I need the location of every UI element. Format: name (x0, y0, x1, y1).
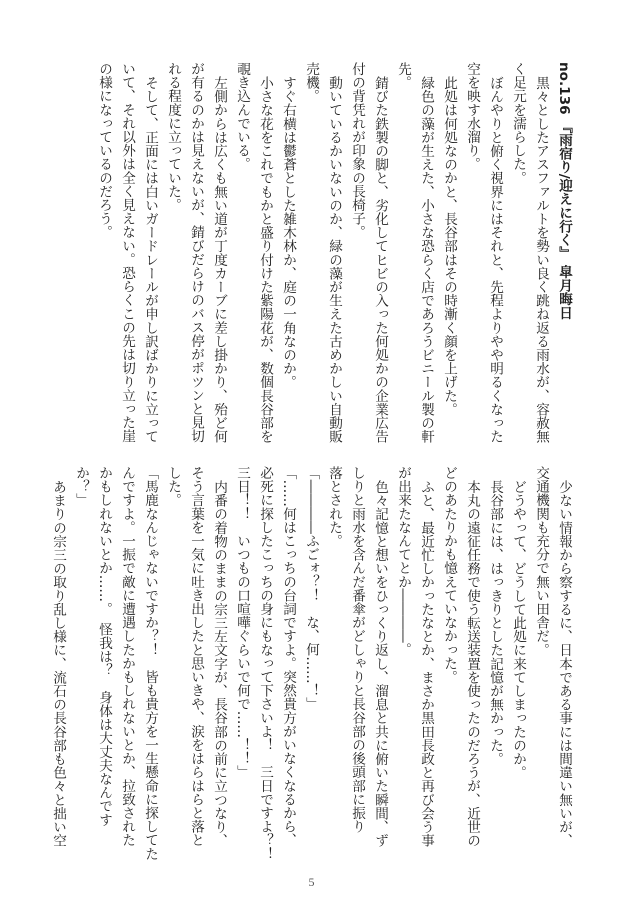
dialogue-line: かもしれないとか……。 怪我は？ 身体は大丈夫なんです (96, 466, 112, 827)
text-line: 動いているかいないのか、緑の藻が生えた古めかしい自動販 (326, 75, 342, 443)
text-line: く足元を濡らした。 (510, 62, 526, 185)
text-line: 落とされた。 (326, 466, 342, 548)
text-line: どうやって、どうして此処に来てしまったのか。 (510, 479, 526, 779)
text-line: ふと、最近忙しかったなとか、まさか黒田長政と再び会う事 (418, 479, 434, 847)
text-line: そして、正面には白いガードレールが申し訳ばかりに立って (142, 75, 158, 443)
page-number: 5 (308, 875, 315, 889)
page-title: no.136 『雨宿り/迎えに行く』 皐月晦日 (556, 62, 572, 320)
dialogue-line: んですよ。一振で敵に遭遇したかもしれないとか、拉致された (119, 466, 135, 847)
text-line: れる程度に立っていた。 (165, 62, 181, 212)
dialogue-line: 「――――ふごォ？！ な、何……！」 (303, 466, 319, 711)
text-line: 此処は何処なのかと、長谷部はその時漸く顔を上げた。 (441, 75, 457, 416)
text-line: 色々記憶と想いをひっくり返し、溜息と共に俯いた瞬間、ず (372, 479, 388, 847)
text-line: 左側からは広くも無い道が丁度カーブに差し掛かり、殆ど何 (211, 75, 227, 443)
text-line: した。 (165, 466, 181, 507)
text-line: 空を映す水溜り。 (464, 62, 480, 171)
text-line: 緑色の藻が生えた、小さな恐らく店であろうビニール製の軒 (418, 75, 434, 443)
text-line: が出来たなんてとか――――。 (395, 466, 411, 657)
dialogue-line: 三日！！ いつもの口喧嘩ぐらいで何で……！！」 (234, 466, 250, 779)
text-line: そう言葉を一気に吐き出したと思いきや、涙をはらはらと落と (188, 466, 204, 847)
text-line: 先。 (395, 62, 411, 90)
text-line: 長谷部には、はっきりとした記憶が無かった。 (487, 479, 503, 766)
text-line: 交通機関も充分で無い田舎だ。 (533, 466, 549, 657)
lower-text-tier (46, 466, 575, 871)
text-line: の様になっているのだろう。 (96, 62, 112, 239)
dialogue-line: 「……何はこっちの台詞ですよ。突然貴方がいなくなるから、 (280, 466, 296, 847)
text-line: あまりの宗三の取り乱し様に、流石の長谷部も色々と拙い空 (50, 479, 66, 847)
text-line: 小さな花をこれでもかと盛り付けた紫陽花が、数個長谷部を (257, 75, 273, 443)
text-line: が有るのかは見えないが、錆びだらけのバス停がポツンと見切 (188, 62, 204, 443)
text-line: しりと雨水を含んだ番傘がどしゃりと長谷部の後頭部に振り (349, 466, 365, 834)
text-line: 錆びた鉄製の脚と、劣化してヒビの入った何処かの企業広告 (372, 75, 388, 443)
text-line: 本丸の遠征任務で使う転送装置を使ったのだろうが、近世の (464, 479, 480, 847)
text-line: どのあたりかも憶えていなかった。 (441, 466, 457, 684)
text-line: ぼんやりと俯く視界にはそれと、先程よりやや明るくなった (487, 75, 503, 443)
upper-text-tier (92, 62, 575, 454)
text-line: 少ない情報から察するに、日本である事には間違い無いが、 (556, 479, 572, 847)
text-line: すぐ右横は鬱蒼とした雑木林か、庭の一角なのか。 (280, 75, 296, 389)
text-line: 内番の着物のままの宗三左文字が、長谷部の前に立つなり、 (211, 479, 227, 847)
text-line: いて、それ以外は全く見えない。恐らくこの先は切り立った崖 (119, 62, 135, 443)
text-line: 黒々としたアスファルトを勢い良く跳ね返る雨水が、容赦無 (533, 75, 549, 443)
text-line: 売機。 (303, 62, 319, 103)
dialogue-line: 必死に探したこっちの身にもなって下さいよ！ 三日ですよ？！ (257, 466, 273, 861)
text-line: 付の背凭れが印象の長椅子。 (349, 62, 365, 239)
dialogue-line: 「馬鹿なんじゃないですか？！ 皆も貴方を一生懸命に探してた (142, 466, 158, 861)
dialogue-line: か？」 (73, 466, 89, 507)
text-line: 覗き込んでいる。 (234, 62, 250, 171)
